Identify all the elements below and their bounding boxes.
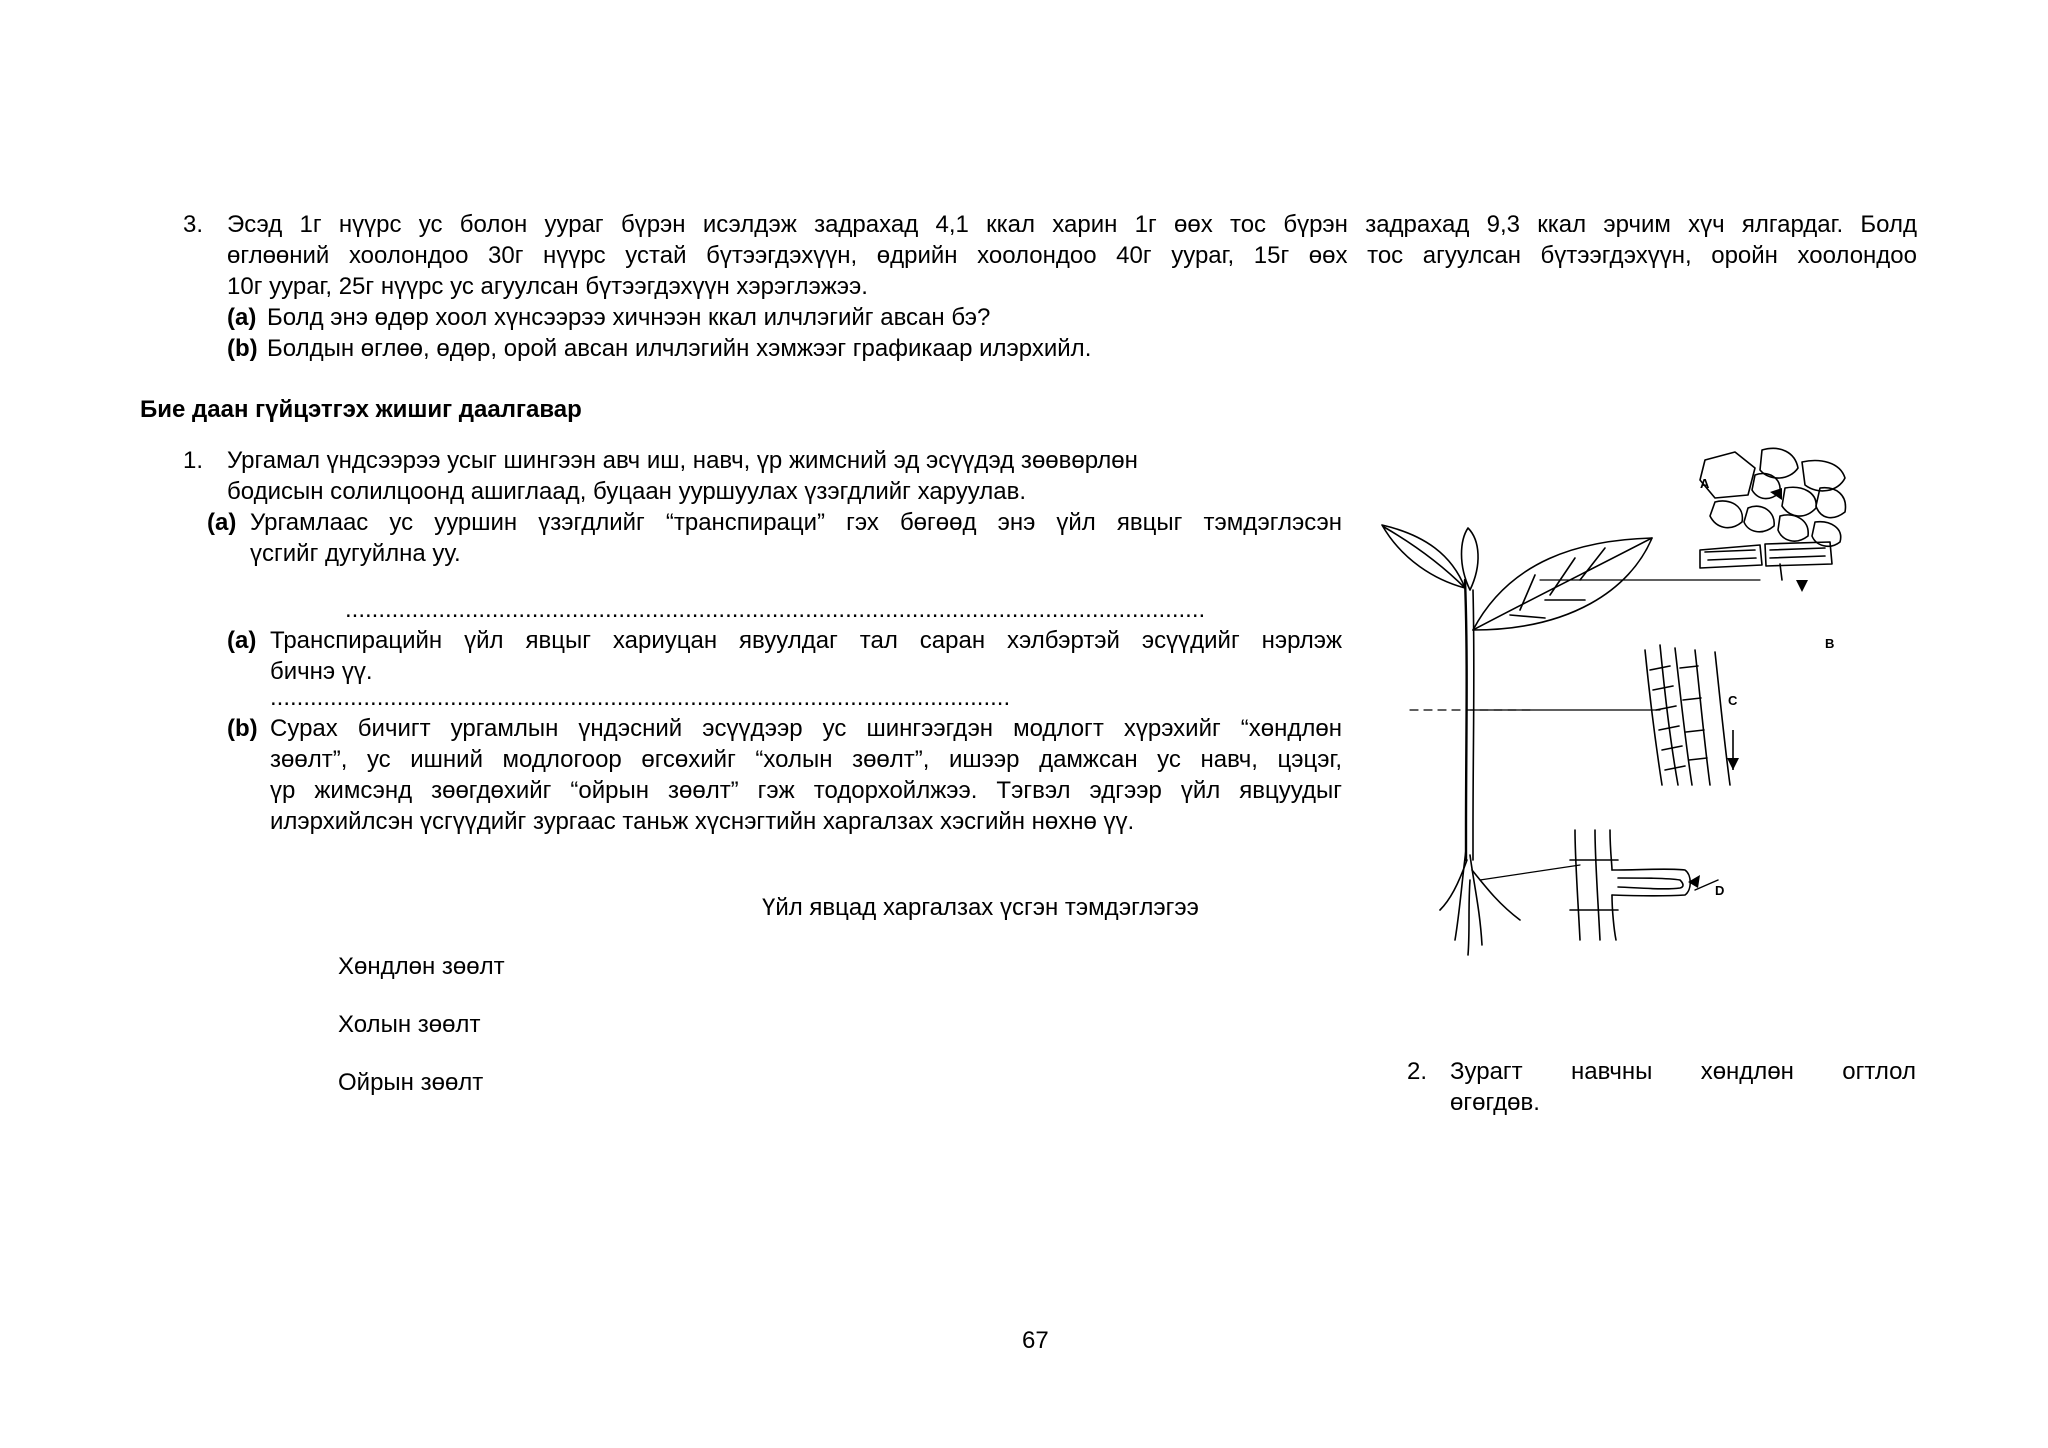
q2-line-2: бичнэ үү. (270, 658, 373, 685)
q3-line-3: үр жимсэнд зөөгдөхийг “ойрын зөөлт” гэж тодорхойлжээ. Тэгвэл эдгээр үйл явцуудыг (270, 777, 1342, 804)
task-2-number: 2. (1407, 1058, 1428, 1085)
problem-3-line-3: 10г уураг, 25г нүүрс ус агуулсан бүтээгдэхүүн хэрэглэжээ. (227, 273, 868, 300)
task-2-line-1 (1450, 1056, 1916, 1087)
label-b: B (1825, 636, 1835, 651)
label-d: D (1715, 883, 1725, 898)
task-1-number: 1. (183, 447, 204, 474)
task-2-line-2: өгөгдөв. (1450, 1089, 1540, 1116)
task-2-word: Зурагт (1450, 1058, 1523, 1085)
problem-3-number: 3. (183, 211, 204, 238)
plant-transport-figure (1370, 440, 1910, 960)
problem-3-a-text: Болд энэ өдөр хоол хүнсээрээ хичнээн ккал илчлэгийг авсан бэ? (267, 304, 991, 331)
table-row-long-distance: Холын зөөлт (338, 1011, 481, 1038)
answer-dots-2: ............................................................................................................... (270, 684, 1011, 711)
problem-3-line-2: өглөөний хоолондоо 30г нүүрс устай бүтээгдэхүүн, өдрийн хоолондоо 40г уураг, 15г өөх тос агуулсан бүтээгдэхүүн, оройн хоолондоо (227, 242, 1917, 269)
task-1-intro-line-2: бодисын солилцоонд ашиглаад, буцаан ууршуулах үзэгдлийг харуулав. (227, 478, 1026, 505)
problem-3-line-1: Эсэд 1г нүүрс ус болон уураг бүрэн исэлдэж задрахад 4,1 ккал харин 1г өөх тос бүрэн задрахад 9,3 ккал эрчим хүч ялгардаг. Болд (227, 211, 1917, 238)
q1-line-1: Ургамлаас ус ууршин үзэгдлийг “транспираци” гэх бөгөөд энэ үйл явцыг тэмдэглэсэн (250, 509, 1342, 536)
table-row-short-distance: Ойрын зөөлт (338, 1069, 484, 1096)
q3-label: (b) (227, 715, 258, 742)
q3-line-2: зөөлт”, ус ишний модлогоор өгсөхийг “холын зөөлт”, ишээр дамжсан ус навч, цэцэг, (270, 746, 1342, 773)
q2-label: (a) (227, 627, 257, 654)
page-number: 67 (1022, 1327, 1049, 1354)
problem-3-b-label: (b) (227, 335, 258, 362)
q2-line-1: Транспирацийн үйл явцыг хариуцан явуулдаг тал саран хэлбэртэй эсүүдийг нэрлэж (270, 627, 1342, 654)
label-a: A (1700, 476, 1710, 491)
table-row-transverse: Хөндлөн зөөлт (338, 953, 505, 980)
task-1-intro-line-1: Ургамал үндсээрээ усыг шингээн авч иш, навч, үр жимсний эд эсүүдэд зөөвөрлөн (227, 447, 1138, 474)
task-2-word: навчны (1571, 1058, 1653, 1085)
task-2-word: огтлол (1842, 1058, 1916, 1085)
section-heading: Бие даан гүйцэтгэх жишиг даалгавар (140, 396, 582, 423)
answer-dots-1: ................................................................................................................................. (345, 596, 1206, 623)
label-c: C (1728, 693, 1738, 708)
problem-3-b-text: Болдын өглөө, өдөр, орой авсан илчлэгийн хэмжээг графикаар илэрхийл. (267, 335, 1092, 362)
q1-label: (a) (207, 509, 237, 536)
q3-line-1: Сурах бичигт ургамлын үндэсний эсүүдээр ус шингээгдэн модлогт хүрэхийг “хөндлөн (270, 715, 1342, 742)
task-2-word: хөндлөн (1700, 1058, 1794, 1085)
q1-line-2: үсгийг дугуйлна уу. (250, 540, 461, 567)
problem-3-a-label: (a) (227, 304, 257, 331)
table-header: Үйл явцад харгалзах үсгэн тэмдэглэгээ (762, 894, 1199, 921)
q3-line-4: илэрхийлсэн үсгүүдийг зургаас таньж хүснэгтийн харгалзах хэсгийн нөхнө үү. (270, 808, 1135, 835)
